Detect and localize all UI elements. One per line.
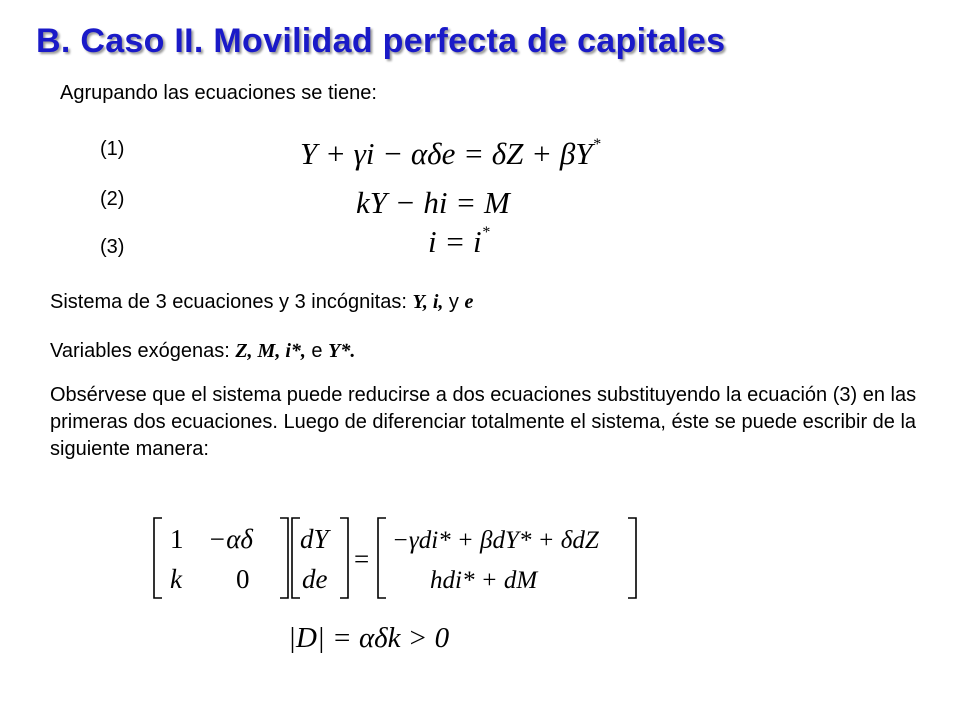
rhs-1: −γdi* + βdY* + δdZ [392, 527, 599, 554]
system-description [50, 291, 473, 314]
rhs-left-bracket [378, 518, 386, 598]
determinant: |D| = αδk > 0 [288, 622, 450, 654]
vector-right-bracket [340, 518, 348, 598]
equation-1: Y + γi − αδe = δZ + βY* [300, 135, 601, 171]
system-text: Sistema de 3 ecuaciones y 3 incógnitas: [50, 291, 413, 313]
coef-1-2: −αδ [208, 524, 253, 554]
coef-2-1: k [170, 564, 182, 594]
vector-left-bracket [292, 518, 300, 598]
exogenous-last-var: Y*. [328, 340, 356, 362]
exogenous-vars: Z, M, i*, [235, 340, 306, 362]
matrix-equation [140, 512, 660, 612]
equation-2: kY − hi = M [356, 185, 510, 220]
coef-left-bracket [154, 518, 162, 598]
equation-3: i = i* [428, 223, 490, 259]
exogenous-conj: e [305, 340, 329, 362]
explanation-paragraph: Obsérvese que el sistema puede reducirse a dos ecuaciones substituyendo la ecuación (3) en las primeras dos ecuaciones. Luego de diferenciar totalmente el sistema, éste se puede escribir de la siguiente manera: [50, 384, 917, 460]
slide-title: B. Caso II. Movilidad perfecta de capitales [36, 22, 726, 60]
rhs-2: hdi* + dM [430, 567, 538, 594]
equation-number-1: (1) [100, 138, 125, 160]
coef-1-1: 1 [170, 524, 184, 554]
intro-text: Agrupando las ecuaciones se tiene: [60, 82, 377, 104]
unknown-2: de [302, 564, 328, 594]
coef-2-2: 0 [236, 564, 250, 594]
rhs-right-bracket [628, 518, 636, 598]
equation-number-3: (3) [100, 236, 125, 258]
system-vars: Y, i, [412, 291, 444, 313]
system-conj: y [443, 291, 465, 313]
coef-right-bracket [280, 518, 288, 598]
system-last-var: e [464, 291, 474, 313]
exogenous-text: Variables exógenas: [50, 340, 236, 362]
exogenous-description [50, 340, 355, 363]
equals-sign: = [354, 544, 370, 574]
unknown-1: dY [300, 524, 329, 554]
equation-number-2: (2) [100, 188, 125, 210]
